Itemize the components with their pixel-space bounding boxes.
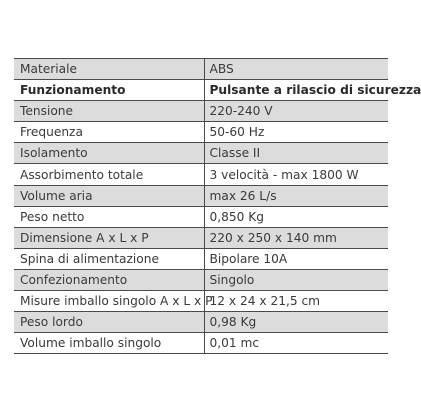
spec-value: 3 velocità - max 1800 W [204,164,388,185]
spec-value: Pulsante a rilascio di sicurezza [204,80,388,101]
spec-label: Confezionamento [14,269,204,290]
table-row [14,164,388,185]
spec-label: Dimensione A x L x P [14,227,204,248]
spec-value: 0,98 Kg [204,312,388,333]
table-row [14,333,388,354]
table-row [14,269,388,290]
spec-table-body [14,59,421,354]
spec-value: 12 x 24 x 21,5 cm [204,291,388,312]
table-row [14,59,388,80]
table-row [14,185,388,206]
spec-label: Volume aria [14,185,204,206]
spec-value: 0,850 Kg [204,206,388,227]
table-row [14,143,388,164]
spec-label: Peso lordo [14,312,204,333]
table-row [14,101,388,122]
table-row [14,206,388,227]
spec-value: Classe II [204,143,388,164]
spec-value: Bipolare 10A [204,248,388,269]
spec-table [14,58,421,354]
spec-value: ABS [204,59,388,80]
spec-value: 220 x 250 x 140 mm [204,227,388,248]
spec-label: Misure imballo singolo A x L x P [14,291,204,312]
spec-label: Materiale [14,59,204,80]
spec-label: Peso netto [14,206,204,227]
table-row [14,291,388,312]
spec-label: Assorbimento totale [14,164,204,185]
spec-label: Volume imballo singolo [14,333,204,354]
table-row [14,248,388,269]
spec-value: 0,01 mc [204,333,388,354]
table-row [14,122,388,143]
table-row [14,80,388,101]
spec-label: Frequenza [14,122,204,143]
spec-value: 220-240 V [204,101,388,122]
table-row [14,312,388,333]
spec-value: Singolo [204,269,388,290]
spec-label: Funzionamento [14,80,204,101]
spec-label: Isolamento [14,143,204,164]
spec-value: 50-60 Hz [204,122,388,143]
spec-label: Tensione [14,101,204,122]
spec-label: Spina di alimentazione [14,248,204,269]
table-row [14,227,388,248]
spec-value: max 26 L/s [204,185,388,206]
